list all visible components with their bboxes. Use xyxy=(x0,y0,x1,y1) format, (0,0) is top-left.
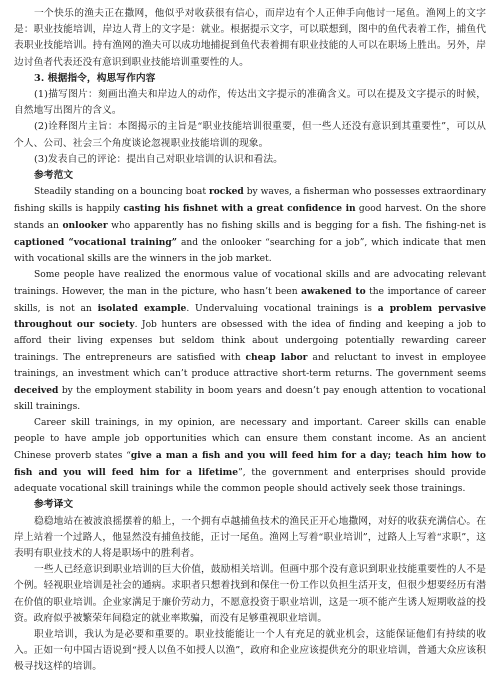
instruction-item-3: (3)发表自己的评论：提出自己对职业培训的认识和看法。 xyxy=(34,153,283,165)
section-heading-3: 3. 根据指令，构思写作内容 xyxy=(34,72,156,84)
essay-paragraph-2: Some people have realized the enormous value of vocational skills and are advocating relevant trainings. However, the man in the picture, who hasn’t been awakened to the importance of career skills, is not an isolated example. Undervaluing vocational trainings is a problem pervasive throughout our society. Job hunters are obsessed with the idea of finding and keeping a job to afford their living expenses but seldom think about undergoing potentially rewarding career trainings. The entrepreneurs are satisfied with cheap labor and reluctant to invest in employee trainings, an investment which can’t produce attractive short-term returns. The government seems deceived by the employment stability in boom years and doesn’t pay enough attention to vocational skill trainings. xyxy=(14,269,486,413)
translation-paragraph-1: 稳稳地站在被波浪摇摆着的船上，一个拥有卓越捕鱼技术的渔民正开心地撒网，对好的收获充满信心。在岸上站着一个过路人，他显然没有捕鱼技能，正讨一尾鱼。渔网上写着“职业培训”，过路人上写着“求职”，这表明有职业技术的人将是职场中的胜利者。 xyxy=(14,515,486,560)
translation-paragraph-3: 职业培训，我认为是必要和重要的。职业技能能让一个人有充足的就业机会，这能保证他们有持续的收入。正如一句中国古语说到“授人以鱼不如授人以渔”，政府和企业应该提供充分的职业培训，普通大众应该积极寻找这样的培训。 xyxy=(14,629,486,673)
instruction-item-2: (2)诠释图片主旨：本图揭示的主旨是“职业技能培训很重要，但一些人还没有意识到其重要性”，可以从个人、公司、社会三个角度谈论忽视职业技能培训的现象。 xyxy=(14,121,486,149)
instruction-item-1: (1)描写图片：刻画出渔夫和岸边人的动作，传达出文字提示的准确含义。可以在提及文字提示的时候，自然地写出图片的含义。 xyxy=(14,89,486,117)
intro-paragraph: 一个快乐的渔夫正在撒网，他似乎对收获很有信心，而岸边有个人正伸手向他讨一尾鱼。渔网上的文字是：职业技能培训，岸边人背上的文字是：就业。根据提示文字，可以联想到，图中的鱼代表着工作，捕鱼代表职业技能培训。持有渔网的渔夫可以成功地捕捉到鱼代表着拥有职业技能的人可以在职场上胜出。另外，岸边讨鱼者代表还没有意识到职业技能培训重要性的人。 xyxy=(14,8,486,68)
reference-essay-heading: 参考范文 xyxy=(34,170,74,182)
translation-heading: 参考译文 xyxy=(34,499,74,511)
essay-paragraph-1: Steadily standing on a bouncing boat rocked by waves, a fisherman who possesses extraordinary fishing skills is happily casting his fishnet with a great confidence in good harvest. On the shore stands an onlooker who apparently has no fishing skills and is begging for a fish. The fishing-net is captioned “vocational training” and the onlooker “searching for a job”, which indicate that men with vocational skills are the winners in the job market. xyxy=(14,186,487,264)
translation-paragraph-2: 一些人已经意识到职业培训的巨大价值，鼓励相关培训。但画中那个没有意识到职业技能重要性的人不是个例。轻视职业培训是社会的通病。求职者只想着找到和保住一份工作以负担生活开支，但很少想要经历有潜在价值的职业培训。企业家满足于廉价劳动力，不愿意投资于职业培训，这是一项不能产生诱人短期收益的投资。政府似乎被繁荣年间稳定的就业率欺骗，而没有足够重视职业培训。 xyxy=(14,564,486,624)
essay-paragraph-3: Career skill trainings, in my opinion, are necessary and important. Career skills can enable people to have ample job opportunities which can ensure them constant income. As an ancient Chinese proverb states “give a man a fish and you will feed him for a day; teach him how to fish and you will feed him for a lifetime”, the government and enterprises should provide adequate vocational skill trainings while the common people should actively seek those trainings. xyxy=(14,417,486,494)
